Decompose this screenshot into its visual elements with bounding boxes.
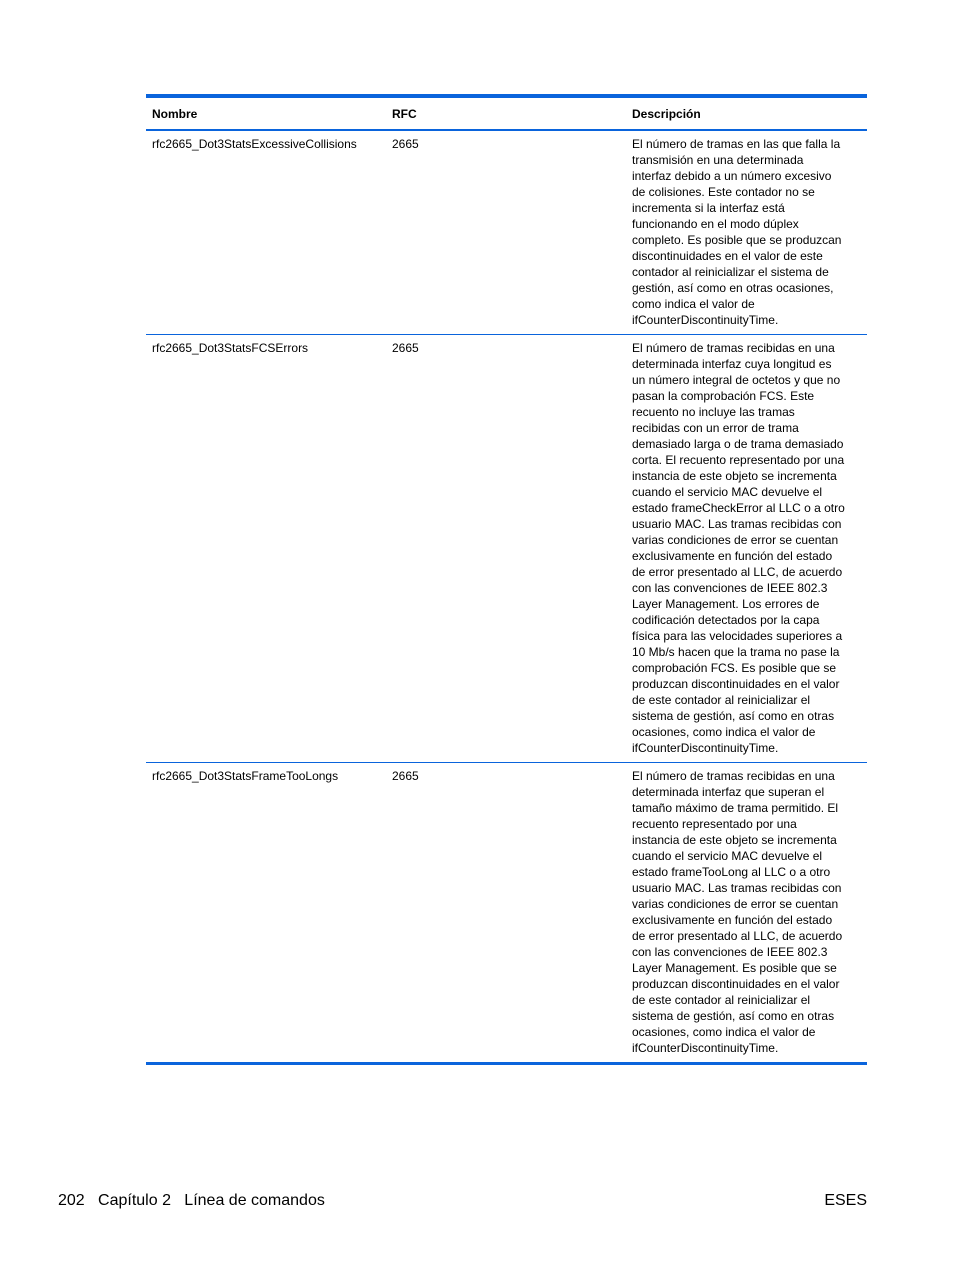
row-rfc: 2665	[392, 341, 419, 355]
page-footer-chapter: 202 Capítulo 2 Línea de comandos	[58, 1192, 325, 1209]
table-row	[146, 334, 867, 762]
row-description: El número de tramas recibidas en una determinada interfaz cuya longitud es un número integral de octetos y que no pasan la comprobación FCS. Este recuento no incluye las tramas recibidas con un error de trama demasiado larga o de trama demasiado corta. El recuento representado por una instancia de este objeto se incrementa cuando el servicio MAC devuelve el estado frameCheckError al LLC o a otro usuario MAC. Las tramas recibidas con varias condiciones de error se cuentan exclusivamente en función del estado de error presentado al LLC, de acuerdo con las convenciones de IEEE 802.3 Layer Management. Los errores de codificación detectados por la capa física para las velocidades superiores a 10 Mb/s hacen que la trama no pase la comprobación FCS. Es posible que se produzcan discontinuidades en el valor de este contador al reinicializar el sistema de gestión, así como en otras ocasiones, como indica el valor de ifCounterDiscontinuityTime.	[632, 341, 845, 755]
header-description: Descripción	[632, 106, 701, 121]
row-name: rfc2665_Dot3StatsFrameTooLongs	[152, 769, 339, 783]
page-footer-locale: ESES	[824, 1192, 867, 1209]
table-row	[146, 131, 867, 334]
header-rfc: RFC	[392, 106, 417, 121]
header-name: Nombre	[152, 106, 198, 121]
table-header	[146, 98, 867, 131]
row-description: El número de tramas en las que falla la transmisión en una determinada interfaz debido a un número excesivo de colisiones. Este contador no se incrementa si la interfaz está funcionando en el modo dúplex completo. Es posible que se produzcan discontinuidades en el valor de este contador al reinicializar el sistema de gestión, así como en otras ocasiones, como indica el valor de ifCounterDiscontinuityTime.	[632, 137, 842, 327]
row-name: rfc2665_Dot3StatsFCSErrors	[152, 341, 309, 355]
row-rfc: 2665	[392, 137, 419, 151]
mib-objects-table	[146, 94, 867, 1065]
row-rfc: 2665	[392, 769, 419, 783]
row-description: El número de tramas recibidas en una determinada interfaz que superan el tamaño máximo de trama permitido. El recuento representado por una instancia de este objeto se incrementa cuando el servicio MAC devuelve el estado frameTooLong al LLC o a otro usuario MAC. Las tramas recibidas con varias condiciones de error se cuentan exclusivamente en función del estado de error presentado al LLC, de acuerdo con las convenciones de IEEE 802.3 Layer Management. Es posible que se produzcan discontinuidades en el valor de este contador al reinicializar el sistema de gestión, así como en otras ocasiones, como indica el valor de ifCounterDiscontinuityTime.	[632, 769, 843, 1055]
row-name: rfc2665_Dot3StatsExcessiveCollisions	[152, 137, 357, 151]
table-row	[146, 762, 867, 1062]
